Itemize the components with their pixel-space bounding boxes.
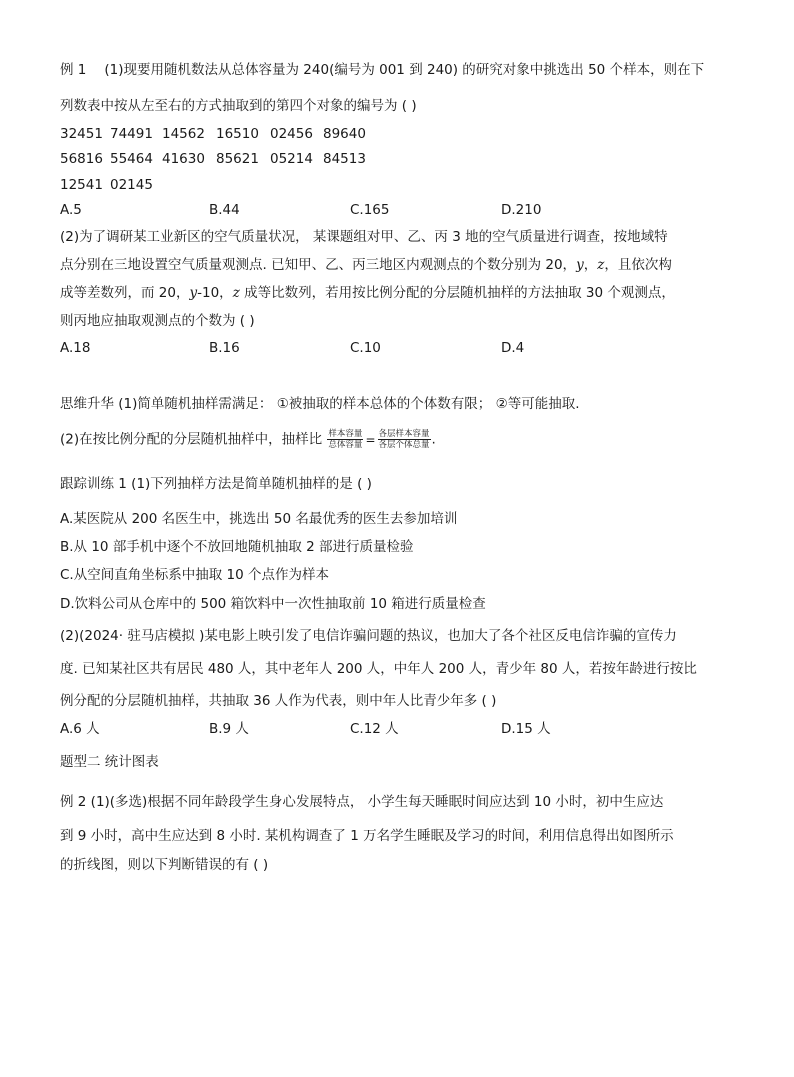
var-y: y bbox=[189, 285, 198, 301]
training-option-c: C.从空间直角坐标系中抽取 10 个点作为样本 bbox=[60, 567, 329, 583]
example1-part2-line4: 则丙地应抽取观测点的个数为 ( ) bbox=[60, 313, 255, 329]
example2-line1: 例 2 (1)(多选)根据不同年龄段学生身心发展特点， 小学生每天睡眠时间应达到 10 小时，初中生应达 bbox=[60, 794, 664, 810]
training-part2-line2: 度. 已知某社区共有居民 480 人，其中老年人 200 人，中年人 200 人，青少年 80 人，若按年龄进行按比 bbox=[60, 661, 697, 677]
example1-part2-line3: 成等差数列，而 20，y-10，z 成等比数列，若用按比例分配的分层随机抽样的方法抽取 30 个观测点， bbox=[60, 285, 675, 301]
training-part2-line1: (2)(2024· 驻马店模拟 )某电影上映引发了电信诈骗问题的热议，也加大了各个社区反电信诈骗的宣传力 bbox=[60, 628, 677, 644]
stratum-ratio-fraction: $\frac{\text{各层样本容量}}{\text{各层个体总量}}$ bbox=[378, 429, 430, 450]
table-cell: 12541 bbox=[60, 177, 103, 193]
sample-ratio-fraction: $\frac{\text{样本容量}}{\text{总体容量}}$ bbox=[328, 429, 363, 450]
example1-label: 例 1 bbox=[60, 62, 87, 78]
option-d: D.4 bbox=[501, 340, 525, 356]
table-cell: 14562 bbox=[162, 126, 205, 142]
example2-line2: 到 9 小时，高中生应达到 8 小时. 某机构调查了 1 万名学生睡眠及学习的时间，利用信息得出如图所示 bbox=[60, 828, 674, 844]
var-y: y bbox=[576, 257, 584, 273]
training-option-d: D.饮料公司从仓库中的 500 箱饮料中一次性抽取前 10 箱进行质量检查 bbox=[60, 596, 486, 612]
example2-line3: 的折线图，则以下判断错误的有 ( ) bbox=[60, 857, 269, 873]
example1-line1 bbox=[60, 61, 704, 79]
table-cell: 02456 bbox=[270, 126, 313, 142]
training-option-a: A.某医院从 200 名医生中，挑选出 50 名最优秀的医生去参加培训 bbox=[60, 511, 458, 527]
table-cell: 05214 bbox=[270, 151, 313, 167]
example1-part1-text: (1)现要用随机数法从总体容量为 240(编号为 001 到 240) 的研究对象中挑选出 50 个样本，则在下 bbox=[104, 62, 705, 78]
option-b: B.44 bbox=[209, 202, 240, 218]
option-a: A.6 人 bbox=[60, 721, 100, 737]
option-a: A.5 bbox=[60, 202, 82, 218]
thinking-line2: (2)在按比例分配的分层随机抽样中，抽样比 $\frac{\text{样本容量}}{\text{总体容量}}$ = $\frac{\text{各层样本容量}}{\text{各层个体总量}}$ . bbox=[60, 429, 436, 450]
example1-part2-line2: 点分别在三地设置空气质量观测点. 已知甲、乙、丙三地区内观测点的个数分别为 20，y，z，且依次构 bbox=[60, 257, 672, 273]
option-b: B.9 人 bbox=[209, 721, 249, 737]
table-cell: 16510 bbox=[216, 126, 259, 142]
table-cell: 41630 bbox=[162, 151, 205, 167]
thinking-line1: 思维升华 (1)简单随机抽样需满足： ①被抽取的样本总体的个体数有限； ②等可能抽取. bbox=[60, 396, 580, 412]
training-line1: 跟踪训练 1 (1)下列抽样方法是简单随机抽样的是 ( ) bbox=[60, 476, 372, 492]
var-z: z bbox=[597, 257, 605, 273]
option-d: D.210 bbox=[501, 202, 542, 218]
example1-part2-line1: (2)为了调研某工业新区的空气质量状况， 某课题组对甲、乙、丙 3 地的空气质量进行调查，按地域特 bbox=[60, 229, 668, 245]
table-cell: 32451 bbox=[60, 126, 103, 142]
option-c: C.10 bbox=[350, 340, 381, 356]
option-c: C.165 bbox=[350, 202, 390, 218]
option-a: A.18 bbox=[60, 340, 91, 356]
option-d: D.15 人 bbox=[501, 721, 551, 737]
training-part2-line3: 例分配的分层随机抽样，共抽取 36 人作为代表，则中年人比青少年多 ( ) bbox=[60, 693, 497, 709]
table-cell: 74491 bbox=[110, 126, 153, 142]
option-b: B.16 bbox=[209, 340, 240, 356]
table-cell: 02145 bbox=[110, 177, 153, 193]
table-cell: 84513 bbox=[323, 151, 366, 167]
section-title: 题型二 统计图表 bbox=[60, 754, 159, 770]
option-c: C.12 人 bbox=[350, 721, 399, 737]
training-option-b: B.从 10 部手机中逐个不放回地随机抽取 2 部进行质量检验 bbox=[60, 539, 414, 555]
var-z: z bbox=[232, 285, 240, 301]
table-cell: 89640 bbox=[323, 126, 366, 142]
table-cell: 55464 bbox=[110, 151, 153, 167]
example1-line2: 列数表中按从左至右的方式抽取到的第四个对象的编号为 ( ) bbox=[60, 98, 417, 114]
table-cell: 85621 bbox=[216, 151, 259, 167]
table-cell: 56816 bbox=[60, 151, 103, 167]
